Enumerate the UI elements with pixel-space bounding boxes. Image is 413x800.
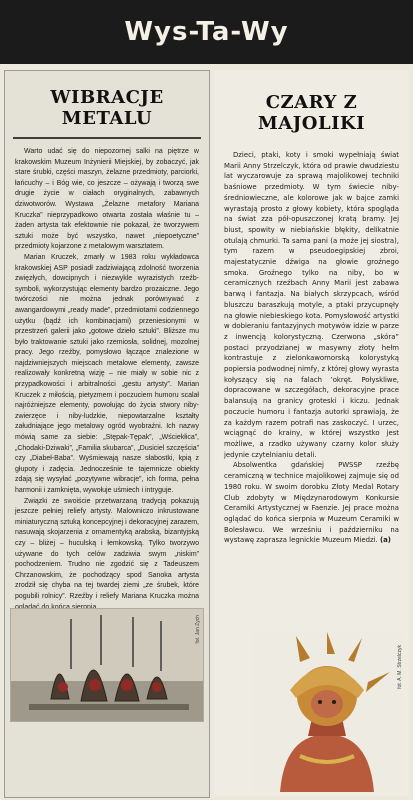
section-title: Wys-Ta-Wy bbox=[124, 17, 289, 47]
paragraph bbox=[224, 460, 399, 546]
section-header bbox=[0, 0, 413, 64]
paragraph: Dzieci, ptaki, koty i smoki wypełniają świat Marii Anny Strzelczyk, która od prawie dwudziestu lat wyczarowuje za sprawą majolikowej techniki baśniowe przedmioty. W tym świecie niby-średniowieczne, ale kolorowe jak w bajce zamki wyrastają prosto z głowy kobiety, która spogląda na świat zza pół-opuszczonej kratą bramy. Jej biust, spowity w niebiańskie błękity, delikatnie otulają chmurki. Ta sama pani (a może jej siostra), tym razem w pseudoegipskiej zbroi, majestatycznie dźwiga na głowie groźnego smoka. Groźnego tylko na niby, bo w ceramicznych rzeźbach Anny Marii jest zabawa barwą i fantazja. Na białych skrzypcach, wśród bluszczu baraszkują motyle, a ptaki przycupnęły na głowie niebieskiego kota. Pomysłowość artystki w dobieraniu fantazyjnych motywów idzie w parze z inwencją kolorystyczną. Czerwona „skóra” postaci przyodzianej w masywny złoty hełm kontrastuje z zielonkawomorską kolorystyką popiersia podwodnej nimfy, z której głowy wyrasta kołyszący się na falach ’okręt. Połyskliwe, dopracowane w szczegółach, dekoracyjne prace balansują na granicy groteski i kiczu. Jednak poczucie humoru i fantazja autorki sprawiają, że za każdym razem potrafi nas zaskoczyć. I urzec, wciągnąć do krainy, w której wszystko jest możliwe, a rzadko używany czarny kolor służy jedynie czytelnianiu detali. bbox=[224, 151, 400, 459]
paragraph: Warto udać się do niepozornej salki na piętrze w krakowskim Muzeum Inżynierii Miejskiej, by zobaczyć, jak stare śrubki, części maszyn, żelazne przedmioty, parciorki, łańcuchy – i Bóg wie, co jeszcze – ożywają i tworzą swe drugie życie w ciałach oryginalnych, zabawnych dziwotworów. Wystawa „Żelazne metafory Mariana Kruczka” nieprzypadkowo otwarta została właśnie tu – żaden artysta tak efektownie nie pokazał, że tworzywem sztuki może być wszystko, nawet „niepoetyczne” przedmioty kojarzone z metalowym warsztatem. bbox=[15, 148, 199, 251]
metal-sculptures-photo bbox=[10, 608, 204, 722]
left-article-body bbox=[15, 147, 199, 613]
photo-credit: fot. Jan Zych bbox=[195, 615, 201, 644]
left-article-title: WIBRACJE METALU bbox=[50, 87, 164, 129]
majolica-bust-photo bbox=[250, 632, 404, 792]
photo-credit: fot. A. M. Strzelczyk bbox=[397, 645, 403, 689]
signature: (a) bbox=[379, 536, 391, 545]
paragraph: Związki ze swoiście przetwarzaną tradycją pokazują jeszcze pełniej reliefy artysty. Malowniczo inkrustowane miniaturyczną sztuką koncepcyjnej i dekoracyjnej zarazem, nasuwają skojarzenia z ornamentyką arabską, bizantyjską czy – bliżej – huculską i łemkowską. Tylko tworzywo używane do tych celów zadziwia swym „niskim” pochodzeniem. Trudno nie zgodzić się z Tadeuszem Chrzanowskim, że pochodzący spod Sanoka artysta zrodził się chyba na tej twardej ziemi „ze śrubek, które pogubili rolnicy”. Rzeźby i reliefy Mariana Kruczka można bbox=[15, 497, 199, 600]
right-article bbox=[214, 70, 409, 796]
paragraph: Marian Kruczek, zmarły w 1983 roku wykładowca krakowskiej ASP posiadł zadziwiającą zdolność tworzenia zwięzłych, dowcipnych i niezwykle wyrazistych rzeźb-symboli, wykorzystując elementy bardzo prozaiczne. Jego twórczości nie można jednak porównywać z awangardowymi „ready made”, przedmiotami codziennego użytku (bądź ich kombinacjami) przeniesionymi w przestrzeń galerii jako „gotowe dzieło sztuki”. Bliższe mu było traktowanie sztuki jako rzemiosła, solidnej, mozolnej pracy. Jego rzeźby, pomysłowo łączące znalezione w najdziwniejszych miejscach metalowe elementy, zawsze realizowały konkretną wizję – nie miały w sobie nic z przypadkowości i arbitralności „gestu artysty”. Marian Kruczek z miłością, pietyzmem i poczuciem humoru scalał najróżniejsze elementy, powołując do życia stwory niby-zwierzęce i niby-ludzkie, niepowtarzalne kształty załudniające jego metalowy ogród wyobraźni. Ich nazwy mówią same za siebie: „Stępak-Tępak”, „Wściekłica”, „Chodaki-Dziwaki”, „Familia skubarca”, „Dusiciel szczęścia” czy „Diabeł-Baba”. Wyśmiewają nasze słabostki, kpią z głupoty i zadęcia. Jednocześnie te tajemnicze obiekty zdają się wysyłać „pozytywne wibracje”, ich forma, pełna harmonii i zamknięta, wywołuje uśmiech i intryguje. bbox=[15, 253, 199, 494]
right-article-title: CZARY Z MAJOLIKI bbox=[257, 92, 366, 134]
sculptures-illustration bbox=[11, 609, 203, 721]
bust-illustration bbox=[250, 632, 404, 792]
title-rule bbox=[13, 137, 201, 139]
paragraph-text: Absolwentka gdańskiej PWSSP rzeźbę ceramiczną w technice majolikowej zajmuje się od 1980 roku. W swoim dorobku Złoty Medal Rotary Club zdobyty w Międzynarodowym Konkursie Ceramiki Artystycznej w Faenzie. Jej prace można oglądać do końca sierpnia w Muzeum Ceramiki w Bolesławcu. We wrześniu i październiku na wystawę zaprasza legnickie Muzeum Miedzi. bbox=[224, 461, 399, 545]
right-article-body bbox=[224, 150, 399, 546]
